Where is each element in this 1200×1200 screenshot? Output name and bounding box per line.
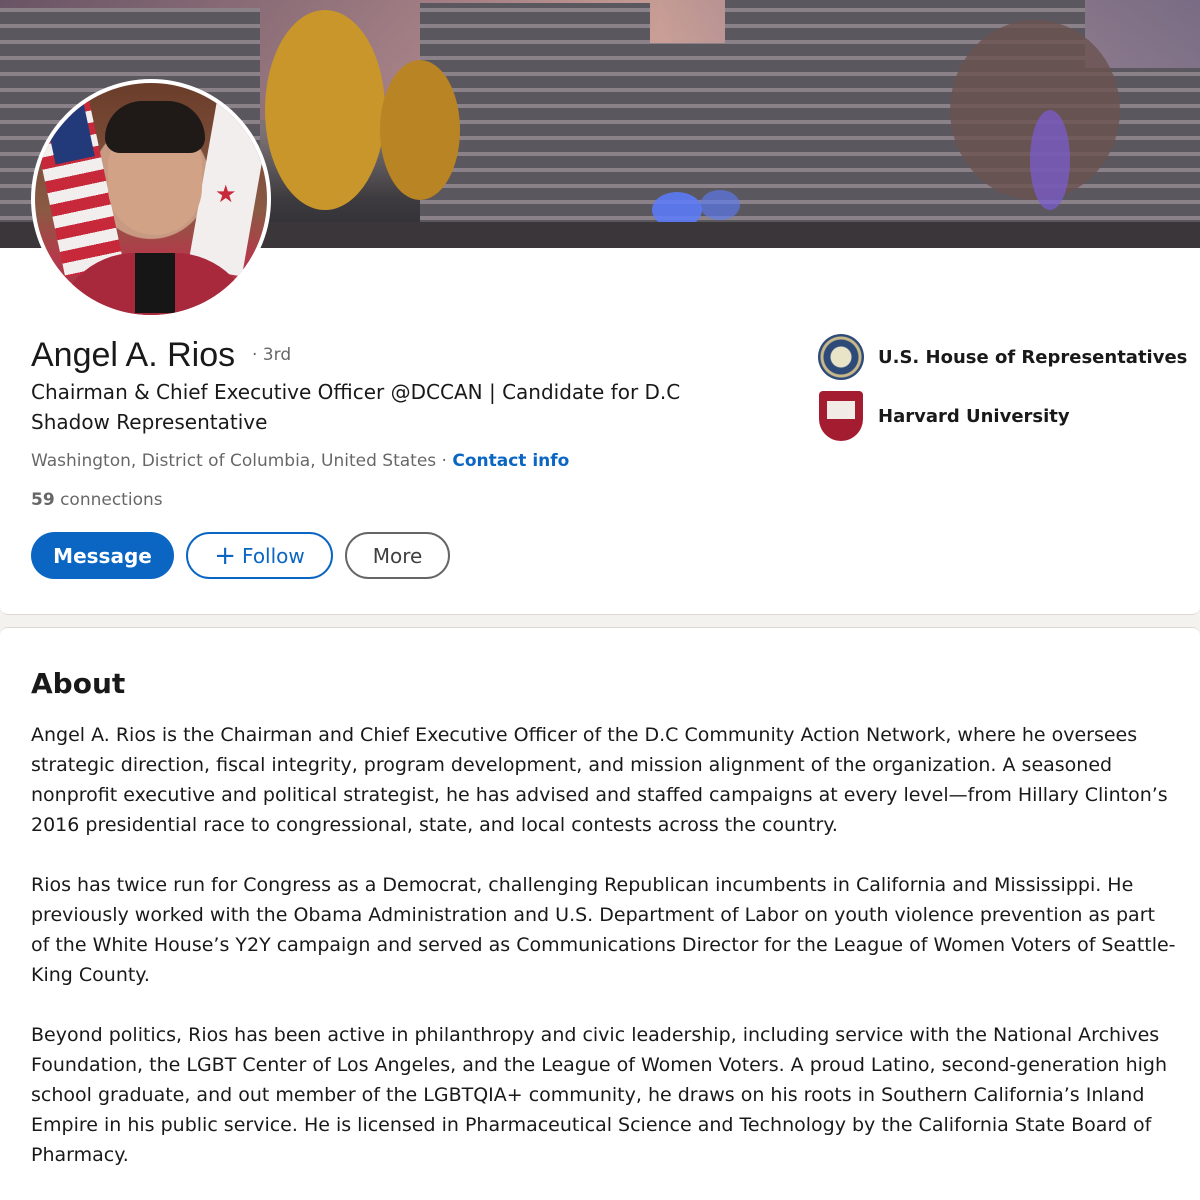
harvard-shield-icon <box>819 391 863 441</box>
dc-flag-star-icon: ★ <box>215 180 237 208</box>
profile-name: Angel A. Rios <box>31 336 236 374</box>
connection-degree: · 3rd <box>252 345 292 365</box>
avatar-shirt <box>135 253 175 313</box>
banner-light <box>700 190 740 220</box>
contact-info-link[interactable]: Contact info <box>452 451 570 471</box>
connections-count: 59 <box>31 490 55 510</box>
profile-avatar[interactable] <box>31 79 271 319</box>
profile-location: Washington, District of Columbia, United States <box>31 451 437 471</box>
org-name: Harvard University <box>878 405 1070 427</box>
org-harvard[interactable] <box>818 391 1070 441</box>
follow-button[interactable] <box>186 532 333 579</box>
follow-label: Follow <box>242 543 305 568</box>
org-name: U.S. House of Representatives <box>878 346 1188 368</box>
about-paragraph: Beyond politics, Rios has been active in philanthropy and civic leadership, including service with the National Archives Foundation, the LGBT Center of Los Angeles, and the League of Women Voters. A proud Latino, second-generation high school graduate, and out member of the LGBTQIA+ community, he draws on his roots in Southern California’s Inland Empire in his public service. He is licensed in Pharmaceutical Science and Technology by the California State Board of Pharmacy. <box>31 1024 1168 1166</box>
banner-tree <box>380 60 460 200</box>
banner-tree <box>265 10 385 210</box>
about-paragraph: Rios has twice run for Congress as a Democrat, challenging Republican incumbents in California and Mississippi. He previously worked with the Obama Administration and U.S. Department of Labor on youth violence prevention as part of the White House’s Y2Y campaign and served as Communications Director for the League of Women Voters of Seattle-King County. <box>31 874 1176 986</box>
more-button[interactable]: More <box>345 532 450 579</box>
avatar-hair <box>105 101 205 153</box>
plus-icon: + <box>214 540 237 571</box>
separator-dot: · <box>436 451 453 471</box>
us-house-seal-icon <box>818 334 864 380</box>
org-us-house[interactable] <box>818 334 1187 380</box>
about-paragraph: Angel A. Rios is the Chairman and Chief Executive Officer of the D.C Community Action Network, where he oversees strategic direction, fiscal integrity, program development, and mission alignment of the organization. A seasoned nonprofit executive and political strategist, he has advised and staffed campaigns at every level—from Hillary Clinton’s 2016 presidential race to congressional, state, and local contests across the country. <box>31 724 1168 836</box>
profile-location-line <box>31 451 569 471</box>
about-title: About <box>31 667 126 700</box>
connections-label: connections <box>54 490 163 510</box>
connections-line[interactable] <box>31 490 163 510</box>
profile-headline: Chairman & Chief Executive Officer @DCCAN | Candidate for D.C Shadow Representative <box>31 380 681 434</box>
banner-light <box>1030 110 1070 210</box>
message-button[interactable]: Message <box>31 532 174 579</box>
